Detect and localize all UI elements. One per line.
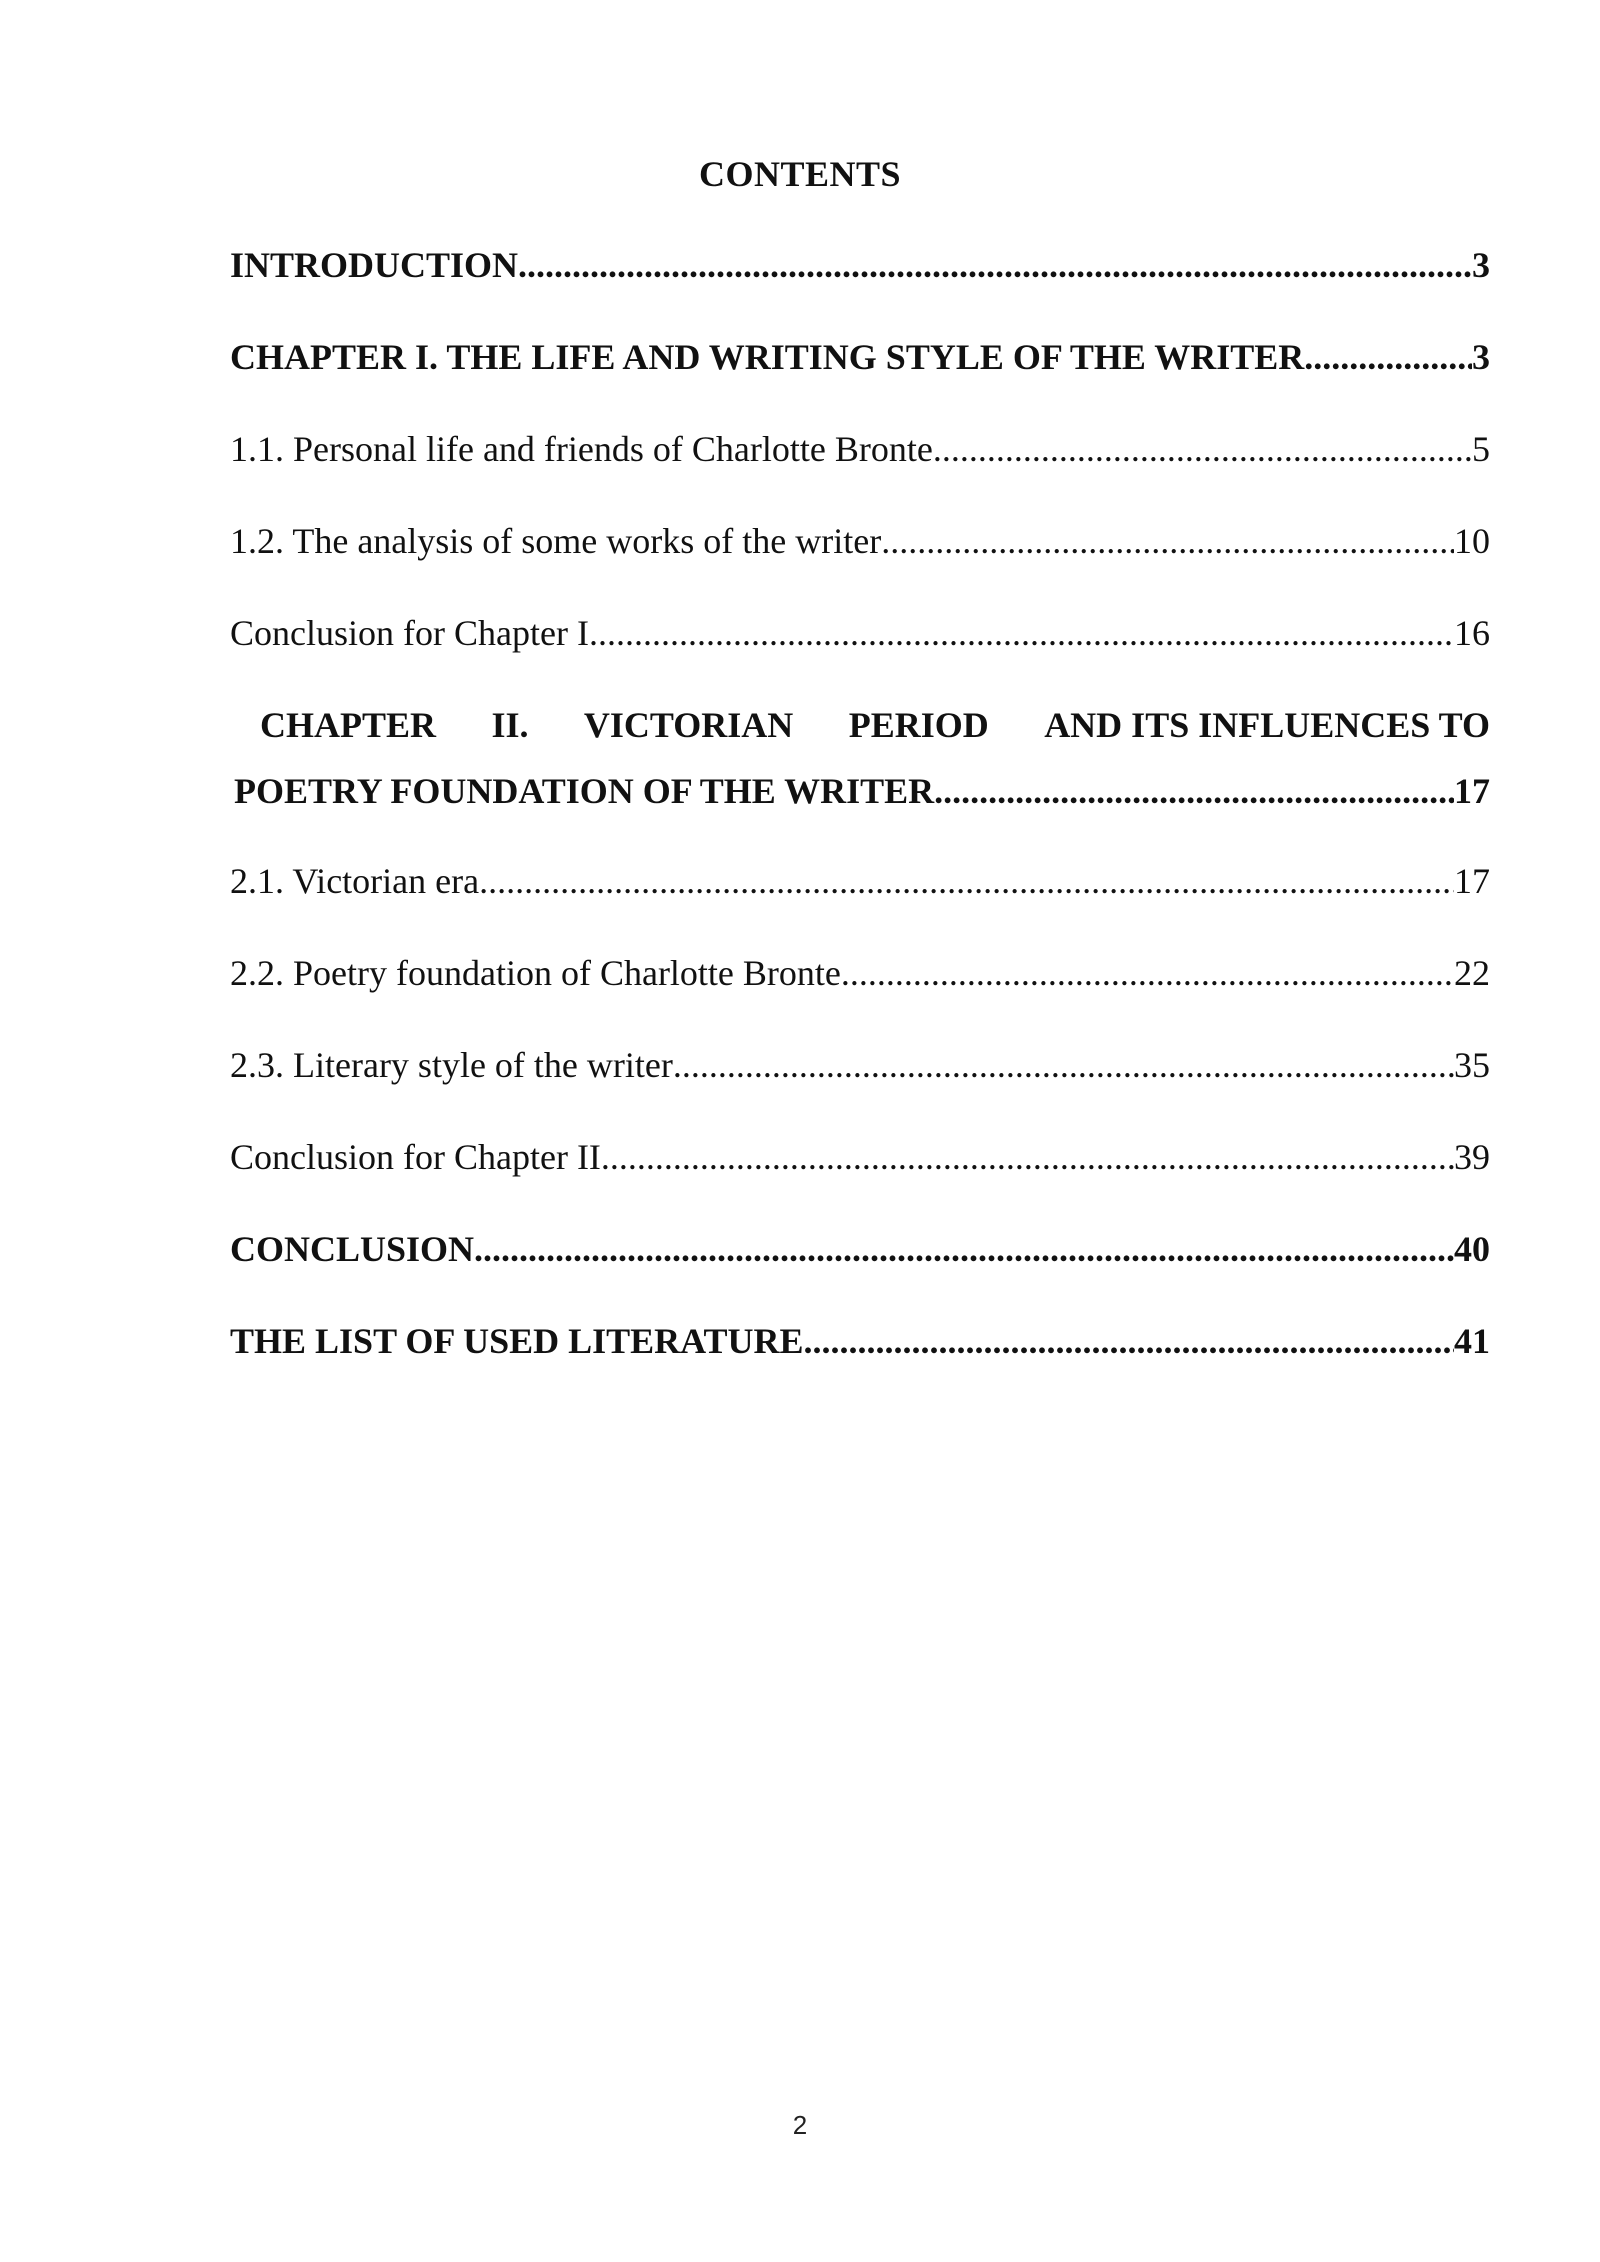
toc-page-number: 41 [1454, 1321, 1490, 1361]
toc-word: AND ITS INFLUENCES TO [1044, 705, 1490, 745]
toc-page-number: 3 [1472, 337, 1490, 377]
toc-page-number: 35 [1454, 1045, 1490, 1085]
toc-entry-2-1[interactable] [230, 856, 1490, 906]
toc-entry-conclusion-chapter-1[interactable] [230, 608, 1490, 658]
toc-page-number: 5 [1472, 429, 1490, 469]
toc-entry-1-2[interactable] [230, 516, 1490, 566]
toc-entry-label: 2.3. Literary style of the writer [230, 1045, 673, 1085]
toc-entry-label: 2.2. Poetry foundation of Charlotte Bronte [230, 953, 841, 993]
toc-entry-label: 1.1. Personal life and friends of Charlotte Bronte [230, 429, 933, 469]
toc-page-number: 40 [1454, 1229, 1490, 1269]
toc-entry-conclusion-chapter-2[interactable] [230, 1132, 1490, 1182]
toc-entry-chapter-2-line-2[interactable] [234, 766, 1490, 816]
toc-entry-2-3[interactable] [230, 1040, 1490, 1090]
toc-entry-conclusion[interactable] [230, 1224, 1490, 1274]
dot-leader [601, 1132, 1454, 1182]
dot-leader [934, 766, 1454, 816]
toc-word: CHAPTER [260, 705, 437, 745]
toc-page-number: 22 [1454, 953, 1490, 993]
contents-heading: CONTENTS [698, 154, 902, 194]
dot-leader [589, 608, 1454, 658]
toc-entry-2-2[interactable] [230, 948, 1490, 998]
toc-page-number: 3 [1472, 245, 1490, 285]
dot-leader [881, 516, 1454, 566]
toc-entry-label: THE LIST OF USED LITERATURE [230, 1321, 804, 1361]
toc-entry-chapter-2-line-1[interactable] [260, 700, 1490, 750]
dot-leader [474, 1224, 1454, 1274]
toc-entry-label: 1.2. The analysis of some works of the writer [230, 521, 882, 561]
toc-entry-label: INTRODUCTION [230, 245, 519, 285]
toc-entry-label: Conclusion for Chapter I [230, 613, 589, 653]
toc-page-number: 16 [1454, 613, 1490, 653]
dot-leader [518, 240, 1472, 290]
toc-word: II. [491, 705, 529, 745]
toc-page-number: 39 [1454, 1137, 1490, 1177]
toc-page-number: 17 [1454, 771, 1490, 811]
toc-entry-chapter-1[interactable] [230, 332, 1490, 382]
toc-entry-literature[interactable] [230, 1316, 1490, 1366]
toc-entry-label: Conclusion for Chapter II [230, 1137, 601, 1177]
dot-leader [1304, 332, 1472, 382]
toc-entry-label: CHAPTER I. THE LIFE AND WRITING STYLE OF THE WRITER [230, 337, 1305, 377]
dot-leader [933, 424, 1472, 474]
toc-entry-label: 2.1. Victorian era [230, 861, 480, 901]
dot-leader [673, 1040, 1454, 1090]
dot-leader [804, 1316, 1454, 1366]
toc-entry-label: CONCLUSION [230, 1229, 475, 1269]
toc-entry-label: POETRY FOUNDATION OF THE WRITER [234, 771, 935, 811]
toc-word: PERIOD [848, 705, 989, 745]
toc-word: VICTORIAN [583, 705, 794, 745]
dot-leader [841, 948, 1454, 998]
toc-entry-introduction[interactable] [230, 240, 1490, 290]
toc-page-number: 17 [1454, 861, 1490, 901]
dot-leader [479, 856, 1454, 906]
toc-page-number: 10 [1454, 521, 1490, 561]
page-number: 2 [792, 2110, 808, 2140]
toc-entry-1-1[interactable] [230, 424, 1490, 474]
